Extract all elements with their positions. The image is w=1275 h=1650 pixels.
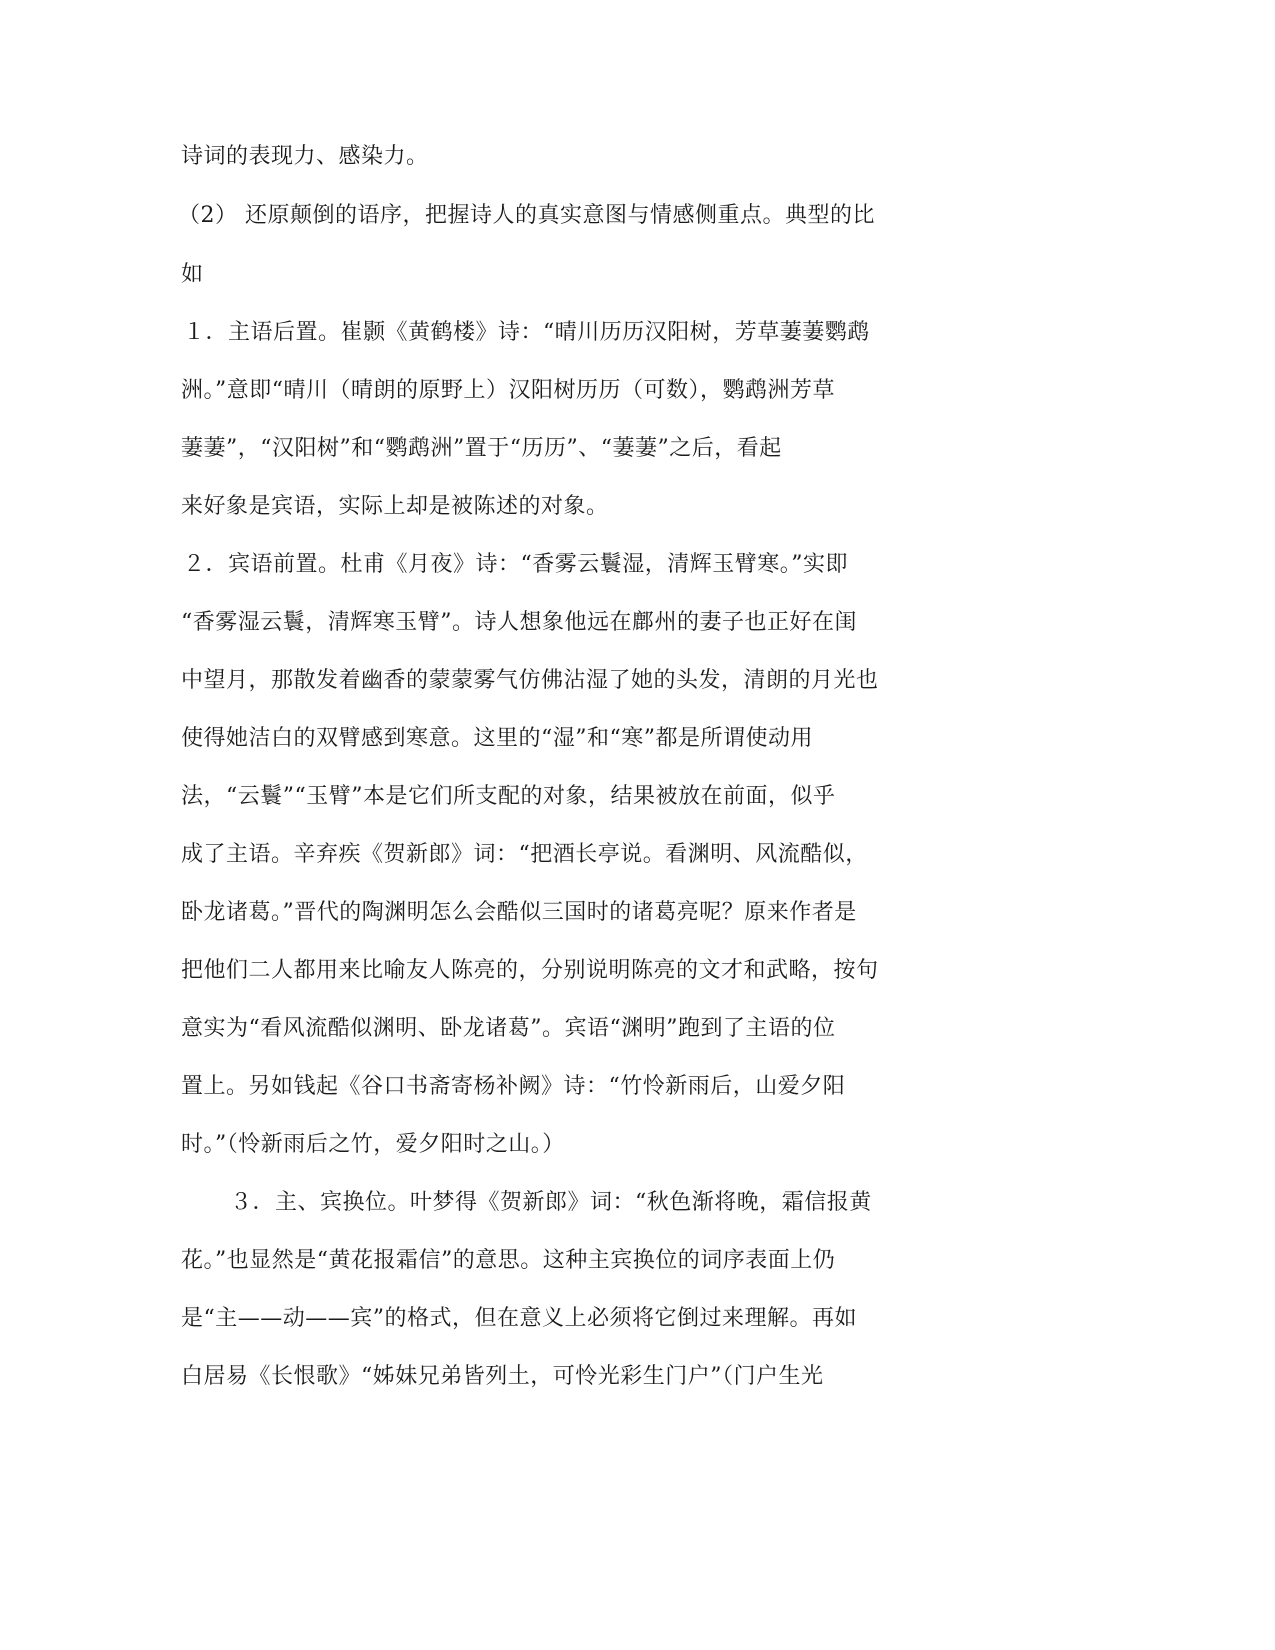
text-line: 法，“云鬟”“玉臂”本是它们所支配的对象，结果被放在前面，似乎 [181,784,836,809]
text-line: 卧龙诸葛。”晋代的陶渊明怎么会酷似三国时的诸葛亮呢？原来作者是 [181,900,857,925]
text-line: 洲。”意即“晴川（晴朗的原野上）汉阳树历历（可数），鹦鹉洲芳草 [181,378,835,403]
text-line: 时。”（怜新雨后之竹，爱夕阳时之山。） [181,1132,565,1157]
text-line: “香雾湿云鬟，清辉寒玉臂”。诗人想象他远在鄜州的妻子也正好在闺 [181,610,857,635]
text-line: １．主语后置。崔颢《黄鹤楼》诗：“晴川历历汉阳树，芳草萋萋鹦鹉 [183,320,870,345]
text-line: 成了主语。辛弃疾《贺新郎》词：“把酒长亭说。看渊明、风流酷似， [181,842,868,867]
text-line: 置上。另如钱起《谷口书斋寄杨补阙》诗：“竹怜新雨后，山爱夕阳 [181,1074,846,1099]
text-line: 中望月，那散发着幽香的蒙蒙雾气仿佛沾湿了她的头发，清朗的月光也 [181,668,879,693]
text-line: （2） 还原颠倒的语序，把握诗人的真实意图与情感侧重点。典型的比 [178,203,875,228]
text-line: 把他们二人都用来比喻友人陈亮的，分别说明陈亮的文才和武略，按句 [181,958,879,983]
text-line: 诗词的表现力、感染力。 [181,144,429,169]
text-line: 意实为“看风流酷似渊明、卧龙诸葛”。宾语“渊明”跑到了主语的位 [181,1016,836,1041]
text-line: ３．主、宾换位。叶梦得《贺新郎》词：“秋色渐将晚，霜信报黄 [230,1190,872,1215]
text-line: 如 [181,262,204,287]
text-line: 使得她洁白的双臂感到寒意。这里的“湿”和“寒”都是所谓使动用 [181,726,813,751]
text-line: 来好象是宾语，实际上却是被陈述的对象。 [181,494,609,519]
text-line: 白居易《长恨歌》“姊妹兄弟皆列土，可怜光彩生门户”（门户生光 [181,1364,824,1389]
text-line: 是“主——动——宾”的格式，但在意义上必须将它倒过来理解。再如 [181,1306,857,1331]
text-line: 萋萋”，“汉阳树”和“鹦鹉洲”置于“历历”、“萋萋”之后，看起 [181,436,782,461]
text-line: ２．宾语前置。杜甫《月夜》诗：“香雾云鬟湿，清辉玉臂寒。”实即 [183,552,848,577]
text-line: 花。”也显然是“黄花报霜信”的意思。这种主宾换位的词序表面上仍 [181,1248,836,1273]
